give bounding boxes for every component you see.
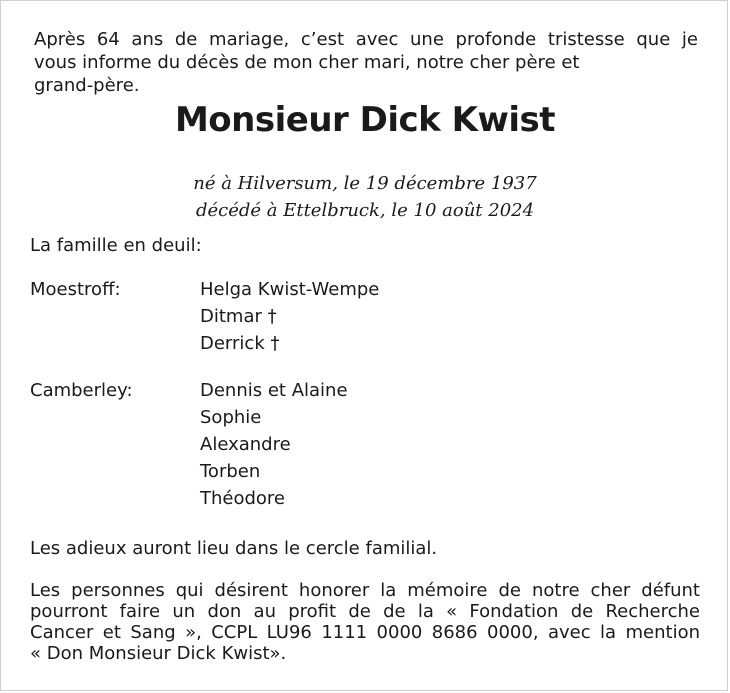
family-member: Sophie	[200, 407, 262, 428]
intro-line: Après 64 ans de mariage, c’est avec une profonde tristesse que je	[34, 29, 698, 50]
intro-line: grand-père.	[34, 75, 140, 96]
donation-line: Les personnes qui désirent honorer la mémoire de notre cher défunt	[30, 580, 700, 601]
birth-date: né à Hilversum, le 19 décembre 1937	[193, 173, 537, 194]
donation-line: pourront faire un don au profit de de la « Fondation de Recherche	[30, 601, 700, 622]
family-location: Moestroff:	[30, 279, 121, 300]
family-heading: La famille en deuil:	[30, 235, 202, 256]
farewell-note: Les adieux auront lieu dans le cercle familial.	[30, 538, 438, 559]
donation-line: « Don Monsieur Dick Kwist».	[30, 643, 287, 664]
family-member: Alexandre	[200, 434, 291, 455]
family-members	[200, 276, 379, 357]
family-member: Derrick †	[200, 333, 280, 354]
family-members	[200, 377, 348, 512]
family-member: Ditmar †	[200, 306, 277, 327]
family-member: Dennis et Alaine	[200, 380, 348, 401]
family-member: Helga Kwist-Wempe	[200, 279, 380, 300]
intro-paragraph	[34, 28, 698, 97]
death-date: décédé à Ettelbruck, le 10 août 2024	[195, 200, 535, 221]
intro-line: vous informe du décès de mon cher mari, notre cher père et	[34, 52, 580, 73]
family-member: Théodore	[200, 488, 286, 509]
family-member: Torben	[200, 461, 261, 482]
donation-paragraph	[30, 580, 700, 664]
donation-line: Cancer et Sang », CCPL LU96 1111 0000 8686 0000, avec la mention	[30, 622, 700, 643]
family-location: Camberley:	[30, 380, 133, 401]
deceased-name: Monsieur Dick Kwist	[174, 100, 556, 140]
life-dates	[0, 170, 730, 224]
